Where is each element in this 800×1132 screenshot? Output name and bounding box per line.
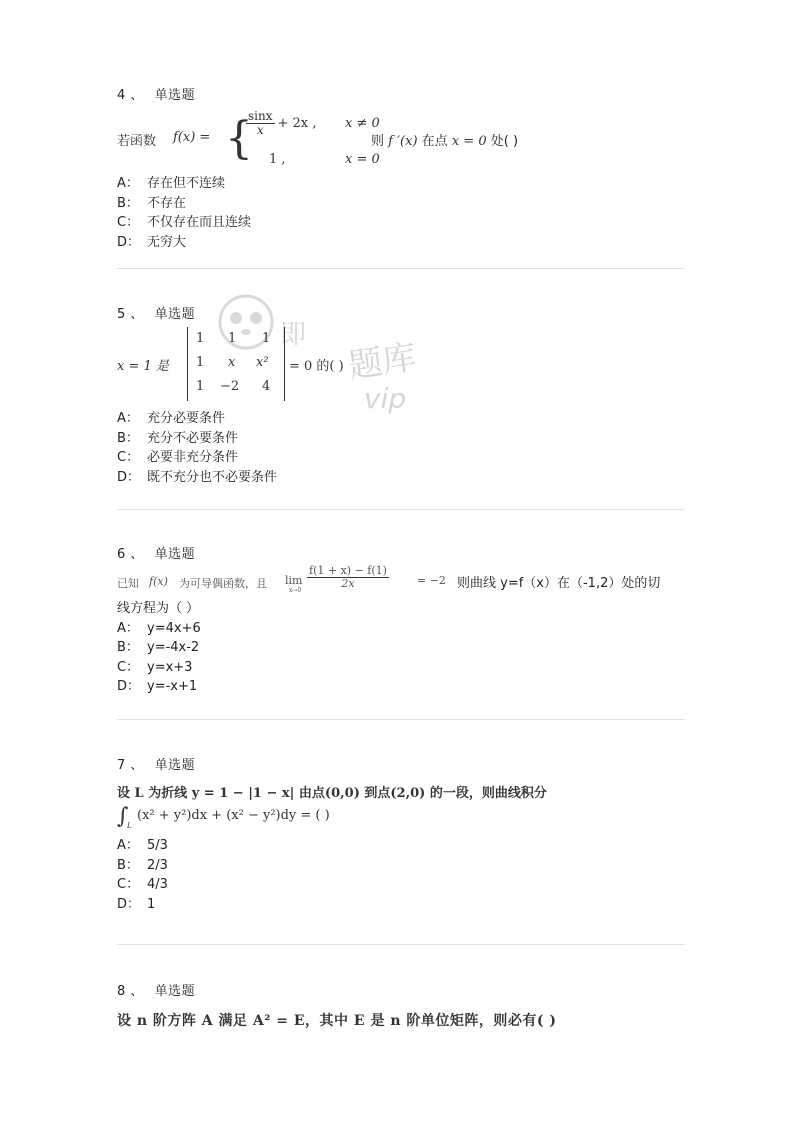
case2-condition: x = 0 — [345, 152, 380, 167]
option-letter: C： — [117, 215, 140, 230]
option-text: 充分必要条件 — [147, 411, 226, 426]
stem-line-2: 线方程为（ ） — [117, 601, 200, 616]
option-letter: A： — [117, 620, 139, 636]
option-letter: C： — [117, 450, 140, 465]
option-letter: B： — [117, 195, 139, 211]
question-separator: 、 — [130, 758, 144, 773]
option-letter: C： — [117, 659, 140, 675]
divider — [117, 509, 685, 510]
question-header — [117, 545, 685, 565]
option-text: 4/3 — [147, 877, 168, 892]
question-number: 5 — [117, 307, 126, 322]
det-cell: 1 — [196, 355, 205, 370]
question-header — [117, 756, 685, 776]
option-letter: B： — [117, 430, 139, 446]
divider — [117, 268, 685, 269]
option-b[interactable] — [117, 194, 685, 214]
option-letter: A： — [117, 411, 139, 426]
stem-func: f(x) = — [173, 130, 211, 145]
stem-numerator: f(1 + x) − f(1) — [309, 564, 387, 577]
question-stem — [117, 1002, 685, 1032]
question-separator: 、 — [130, 547, 144, 562]
stem-line-2: (x² + y²)dx + (x² − y²)dy = ( ) — [137, 808, 330, 823]
watermark-sub: vip — [364, 382, 407, 415]
stem-lim-sub: x→0 — [289, 587, 302, 594]
question-stem — [117, 108, 685, 172]
option-text: y=-x+1 — [147, 679, 198, 694]
question-number: 6 — [117, 547, 126, 562]
case1-rest: + 2x , — [277, 116, 317, 132]
stem-tail: = 0 的( ) — [289, 359, 344, 374]
option-letter: A： — [117, 176, 139, 191]
stem-line-1: 设 L 为折线 y = 1 − |1 − x| 由点(0,0) 到点(2,0) 的一段，则曲线积分 — [117, 786, 547, 801]
option-letter: D： — [117, 469, 141, 485]
option-letter: B： — [117, 857, 139, 873]
question-header — [117, 305, 685, 325]
case1-expression — [243, 110, 316, 137]
determinant — [187, 327, 285, 401]
divider — [117, 719, 685, 720]
option-letter: B： — [117, 640, 139, 655]
option-a[interactable] — [117, 619, 685, 639]
stem-value: = −2 — [417, 574, 446, 587]
option-b[interactable] — [117, 856, 685, 876]
stem-tail-b: f ′(x) — [388, 134, 418, 149]
det-cell: 1 — [262, 331, 271, 346]
stem-lim: lim — [285, 574, 303, 587]
question-number: 8 — [117, 984, 126, 999]
option-letter: C： — [117, 877, 140, 892]
question-stem — [117, 776, 685, 832]
case2-value: 1 , — [269, 152, 286, 167]
det-cell: x² — [256, 355, 269, 370]
option-b[interactable] — [117, 429, 685, 449]
case1-denominator: x — [256, 123, 264, 138]
question-number: 4 — [117, 88, 126, 103]
question-stem — [117, 565, 685, 597]
options-list — [117, 836, 685, 914]
question-header — [117, 86, 685, 106]
option-c[interactable] — [117, 875, 685, 895]
stem-lead: 已知 — [117, 577, 139, 590]
option-d[interactable] — [117, 895, 685, 915]
question-type: 单选题 — [154, 307, 196, 322]
option-letter: A： — [117, 838, 139, 853]
option-d[interactable] — [117, 233, 685, 253]
det-cell: 1 — [196, 379, 205, 394]
piecewise-brace: { — [225, 113, 253, 164]
option-b[interactable] — [117, 638, 685, 658]
question-6 — [117, 545, 685, 697]
option-d[interactable] — [117, 677, 685, 697]
det-cell: 4 — [262, 379, 271, 394]
stem-denominator: 2x — [341, 577, 355, 591]
option-c[interactable] — [117, 213, 685, 233]
case1-numerator: sinx — [248, 109, 273, 123]
watermark-main: 题库 — [346, 337, 419, 387]
question-5 — [117, 305, 685, 487]
option-text: 2/3 — [147, 857, 168, 873]
option-text: 不仅存在而且连续 — [147, 215, 252, 230]
stem-tail-d: x = 0 — [451, 134, 487, 149]
options-list — [117, 409, 685, 487]
stem-func: f(x) — [149, 575, 168, 588]
option-text: 1 — [147, 896, 156, 912]
question-stem — [117, 325, 685, 405]
question-separator: 、 — [130, 88, 144, 103]
option-text: y=x+3 — [147, 659, 193, 675]
stem-tail: 则曲线 y=f（x）在（-1,2）处的切 — [457, 576, 661, 591]
option-d[interactable] — [117, 468, 685, 488]
question-header — [117, 982, 685, 1002]
integral-subscript: L — [127, 822, 132, 830]
option-letter: D： — [117, 234, 141, 250]
stem-mid: 为可导偶函数，且 — [179, 577, 267, 590]
stem-fraction — [307, 565, 389, 590]
stem-lead: x = 1 是 — [117, 359, 169, 374]
option-text: y=-4x-2 — [147, 640, 200, 655]
det-cell: x — [228, 355, 236, 370]
option-text: 既不充分也不必要条件 — [147, 469, 278, 485]
question-number: 7 — [117, 758, 126, 773]
option-a[interactable] — [117, 409, 685, 429]
option-letter: D： — [117, 679, 141, 694]
stem-tail-c: 在点 — [421, 134, 448, 149]
options-list — [117, 174, 685, 252]
option-a[interactable] — [117, 174, 685, 194]
option-text: 存在但不连续 — [147, 176, 226, 191]
option-text: 不存在 — [147, 195, 187, 211]
option-text: 充分不必要条件 — [147, 430, 239, 446]
stem-tail — [371, 130, 518, 149]
det-cell: 1 — [228, 331, 237, 346]
question-separator: 、 — [130, 984, 144, 999]
option-text: 无穷大 — [147, 234, 187, 250]
option-text: 必要非充分条件 — [147, 450, 239, 465]
options-list — [117, 619, 685, 697]
question-7 — [117, 756, 685, 914]
divider — [117, 944, 685, 945]
question-type: 单选题 — [154, 547, 196, 562]
option-letter: D： — [117, 896, 141, 912]
question-separator: 、 — [130, 307, 144, 322]
question-type: 单选题 — [154, 984, 196, 999]
option-text: y=4x+6 — [147, 620, 201, 636]
stem-tail-a: 则 — [371, 134, 385, 149]
question-8 — [117, 982, 685, 1032]
det-cell: −2 — [220, 379, 240, 394]
stem-lead: 若函数 — [117, 134, 157, 149]
question-type: 单选题 — [154, 88, 196, 103]
question-type: 单选题 — [154, 758, 196, 773]
det-cell: 1 — [196, 331, 205, 346]
case1-condition: x ≠ 0 — [345, 116, 380, 131]
option-c[interactable] — [117, 658, 685, 678]
option-a[interactable] — [117, 836, 685, 856]
question-4 — [117, 86, 685, 252]
integral-sign: ∫ — [117, 804, 129, 829]
option-text: 5/3 — [147, 838, 168, 853]
option-c[interactable] — [117, 448, 685, 468]
watermark-partial: 即 — [280, 320, 307, 350]
stem-line-1: 设 n 阶方阵 A 满足 A² = E，其中 E 是 n 阶单位矩阵，则必有( ) — [117, 1013, 557, 1029]
stem-tail-e: 处( ) — [490, 134, 519, 149]
